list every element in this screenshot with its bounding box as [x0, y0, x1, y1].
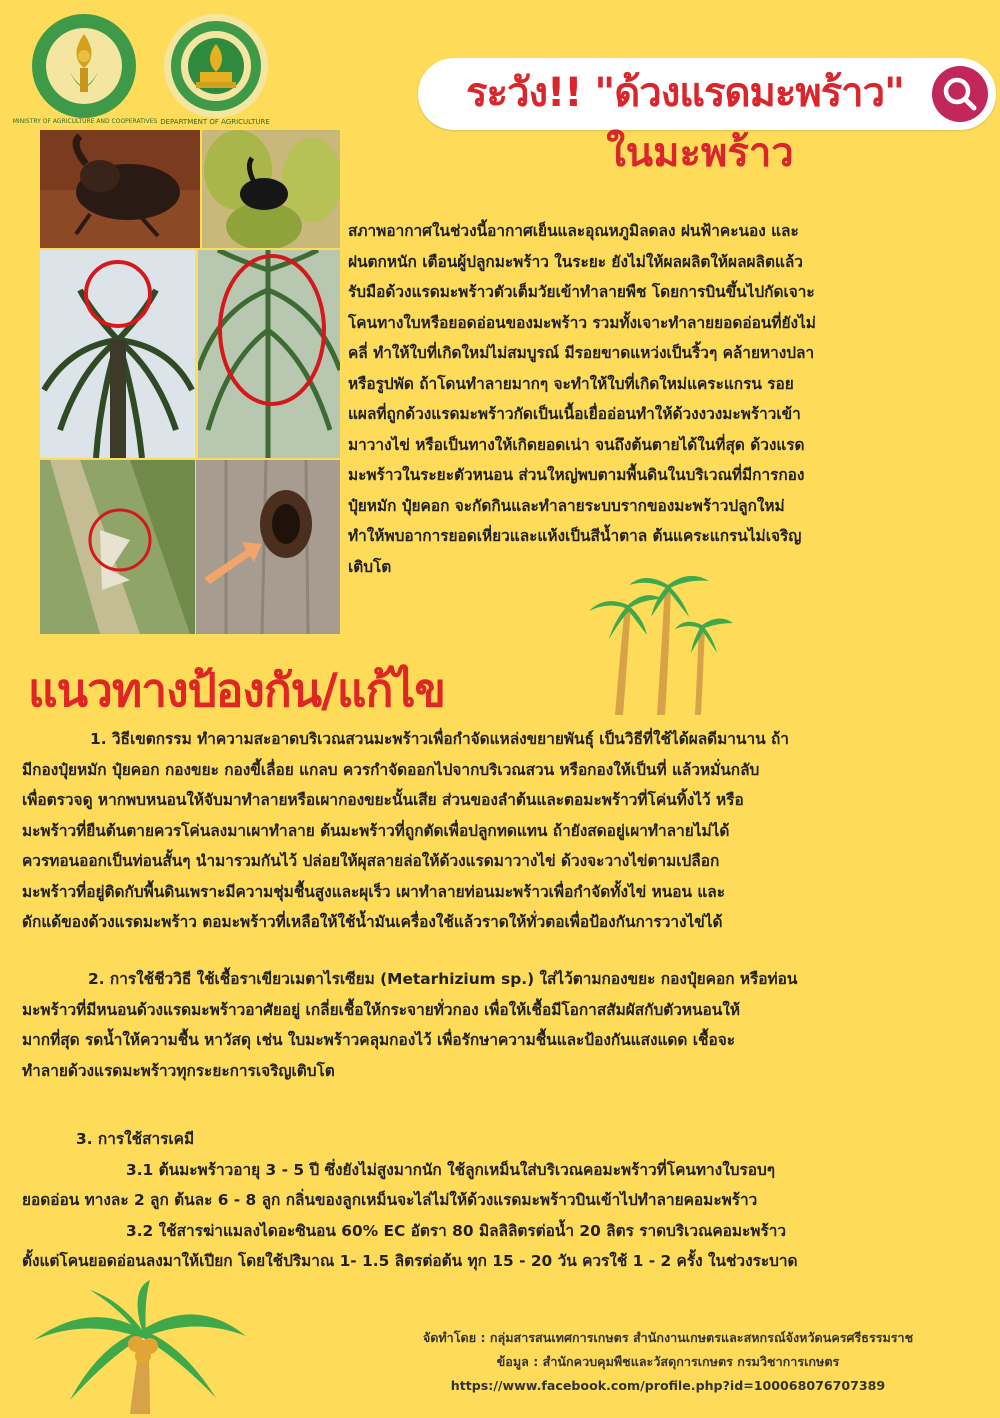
- intro-paragraph: [348, 216, 978, 582]
- intro-line: เติบโต: [348, 557, 392, 576]
- method1-line: ควรทอนออกเป็นท่อนสั้นๆ นำมารวมกันไว้ ปล่อยให้ผุสลายล่อให้ด้วงแรดมาวางไข่ ด้วงจะวางไข่ตามเปลือก: [22, 852, 720, 870]
- search-icon: [932, 66, 988, 122]
- page-subtitle: ในมะพร้าว: [606, 130, 794, 176]
- intro-line: ฝนตกหนัก เตือนผู้ปลูกมะพร้าว ในระยะ ยังไม่ให้ผลผลิตให้ผลผลิตแล้ว: [348, 252, 803, 271]
- footer-credits: [358, 1326, 978, 1398]
- method1-line: เพื่อตรวจดู หากพบหนอนให้จับมาทำลายหรือเผากองขยะนั้นเสีย ส่วนของลำต้นและตอมะพร้าวที่โค่นทิ้งไว้ หรือ: [22, 791, 744, 809]
- photo-palm-damaged-leaves: [198, 250, 340, 458]
- intro-line: สภาพอากาศในช่วงนี้อากาศเย็นและอุณหภูมิลดลง ฝนฟ้าคะนอง และ: [348, 222, 799, 240]
- intro-line: มาวางไข่ หรือเป็นทางให้เกิดยอดเน่า จนถึงต้นตายได้ในที่สุด ด้วงแรด: [348, 435, 805, 454]
- method3-1-line: ยอดอ่อน ทางละ 2 ลูก ต้นละ 6 - 8 ลูก กลิ่นของลูกเหม็นจะไล่ไม่ให้ด้วงแรดมะพร้าวบินเข้าไปทำลายคอมะพร้าว: [22, 1191, 758, 1209]
- method3-1-line: 3.1 ต้นมะพร้าวอายุ 3 - 5 ปี ซึ่งยังไม่สูงมากนัก ใช้ลูกเหม็นใส่บริเวณคอมะพร้าวที่โคนทางใบรอบๆ: [126, 1160, 776, 1179]
- method1-line: มีกองปุ๋ยหมัก ปุ๋ยคอก กองขยะ กองขี้เลื่อย แกลบ ควรกำจัดออกไปจากบริเวณสวน หรือกองให้เป็นที่ แล้วหมั่นกลับ: [22, 760, 760, 779]
- method3-paragraph: [22, 1124, 982, 1277]
- intro-line: มะพร้าวในระยะตัวหนอน ส่วนใหญ่พบตามพื้นดินในบริเวณที่มีการกอง: [348, 466, 805, 484]
- photo-beetle-on-coconut: [202, 130, 340, 248]
- method1-line: 1. วิธีเขตกรรม ทำความสะอาดบริเวณสวนมะพร้าวเพื่อกำจัดแหล่งขยายพันธุ์ เป็นวิธีที่ใช้ได้ผลดีมานาน ถ้า: [90, 730, 789, 748]
- page-title: ระวัง!! "ด้วงแรดมะพร้าว": [466, 70, 904, 116]
- intro-line: หรือรูปพัด ถ้าโดนทำลายมากๆ จะทำให้ใบที่เกิดใหม่แคระแกรน รอย: [348, 374, 794, 393]
- method1-line: มะพร้าวที่อยู่ติดกับพื้นดินเพราะมีความชุ่มชื้นสูงและผุเร็ว เผาทำลายท่อนมะพร้าวเพื่อกำจัดทั้งไข่ หนอน และ: [22, 882, 725, 901]
- intro-line: รับมือด้วงแรดมะพร้าวตัวเต็มวัยเข้าทำลายพืช โดยการบินขึ้นไปกัดเจาะ: [348, 283, 815, 301]
- intro-line: ทำให้พบอาการยอดเหี่ยวและแห้งเป็นสีน้ำตาล ต้นแคระแกรนไม่เจริญ: [348, 527, 802, 545]
- method1-line: ดักแด้ของด้วงแรดมะพร้าว ตอมะพร้าวที่เหลือให้ใช้น้ำมันเครื่องใช้แล้วราดให้ทั่วตอเพื่อป้องกันการวางไข่ได้: [22, 913, 723, 931]
- photo-beetle-hole: [196, 460, 340, 634]
- intro-line: ปุ๋ยหมัก ปุ๋ยคอก จะกัดกินและทำลายระบบรากของมะพร้าวปลูกใหม่: [348, 496, 785, 515]
- ministry-ring-text: MINISTRY OF AGRICULTURE AND COOPERATIVES: [12, 118, 158, 125]
- footer-url-link[interactable]: https://www.facebook.com/profile.php?id=100068076707389: [450, 1378, 886, 1393]
- intro-line: คลี่ ทำให้ใบที่เกิดใหม่ไม่สมบูรณ์ มีรอยขาดแหว่งเป็นริ้วๆ คล้ายหางปลา: [348, 344, 815, 362]
- intro-line: โคนทางใบหรือยอดอ่อนของมะพร้าว รวมทั้งเจาะทำลายยอดอ่อนที่ยังไม่: [348, 313, 816, 332]
- prevention-heading: แนวทางป้องกัน/แก้ไข: [28, 663, 446, 717]
- search-button[interactable]: [932, 66, 988, 122]
- footer-made-by: จัดทำโดย : กลุ่มสารสนเทศการเกษตร สำนักงานเกษตรและสหกรณ์จังหวัดนครศรีธรรมราช: [422, 1330, 914, 1345]
- method1-line: มะพร้าวที่ยืนต้นตายควรโค่นลงมาเผาทำลาย ต้นมะพร้าวที่ถูกตัดเพื่อปลูกทดแทน ถ้ายังสดอยู่เผาทำลายไม่ได้: [22, 821, 730, 840]
- method3-2-line: 3.2 ใช้สารฆ่าแมลงไดอะซินอน 60% EC อัตรา 80 มิลลิลิตรต่อน้ำ 20 ลิตร ราดบริเวณคอมะพร้าว: [126, 1221, 786, 1240]
- method1-paragraph: [22, 724, 982, 938]
- method3-title: 3. การใช้สารเคมี: [76, 1130, 195, 1148]
- coconut-palm-illustration: [30, 1280, 250, 1414]
- intro-line: แผลที่ถูกด้วงแรดมะพร้าวกัดเป็นเนื้อเยื่ออ่อนทำให้ด้วงงวงมะพร้าวเข้า: [348, 405, 801, 423]
- photo-bored-trunk: [40, 460, 195, 634]
- department-logo: [162, 12, 262, 112]
- method2-line: 2. การใช้ชีววิธี ใช้เชื้อราเขียวเมตาไรเซียม (Metarhizium sp.) ใส่ไว้ตามกองขยะ กองปุ๋ยคอก หรือท่อน: [88, 970, 798, 988]
- footer-source: ข้อมูล : สำนักควบคุมพืชและวัสดุการเกษตร กรมวิชาการเกษตร: [496, 1354, 840, 1369]
- ministry-logo: [30, 12, 130, 112]
- method2-line: มากที่สุด รดน้ำให้ความชื้น หาวัสดุ เช่น ใบมะพร้าวคลุมกองไว้ เพื่อรักษาความชื้นและป้องกันแสงแดด เชื้อจะ: [22, 1031, 736, 1049]
- method2-paragraph: [22, 964, 982, 1086]
- method2-line: มะพร้าวที่มีหนอนด้วงแรดมะพร้าวอาศัยอยู่ เกลี่ยเชื้อให้กระจายทั่วกอง เพื่อให้เชื้อมีโอกาสสัมผัสกับตัวหนอนให้: [22, 1000, 740, 1019]
- method3-2-line: ตั้งแต่โคนยอดอ่อนลงมาให้เปียก โดยใช้ปริมาณ 1- 1.5 ลิตรต่อต้น ทุก 15 - 20 วัน ควรใช้ 1 - 2 ครั้ง ในช่วงระบาด: [22, 1252, 798, 1270]
- department-ring-text: DEPARTMENT OF AGRICULTURE: [160, 118, 270, 126]
- method2-line: ทำลายด้วงแรดมะพร้าวทุกระยะการเจริญเติบโต: [22, 1061, 335, 1080]
- photo-beetle-on-bark: [40, 130, 200, 248]
- photo-palm-damaged-top: [40, 250, 195, 458]
- palm-trees-illustration: [585, 565, 735, 715]
